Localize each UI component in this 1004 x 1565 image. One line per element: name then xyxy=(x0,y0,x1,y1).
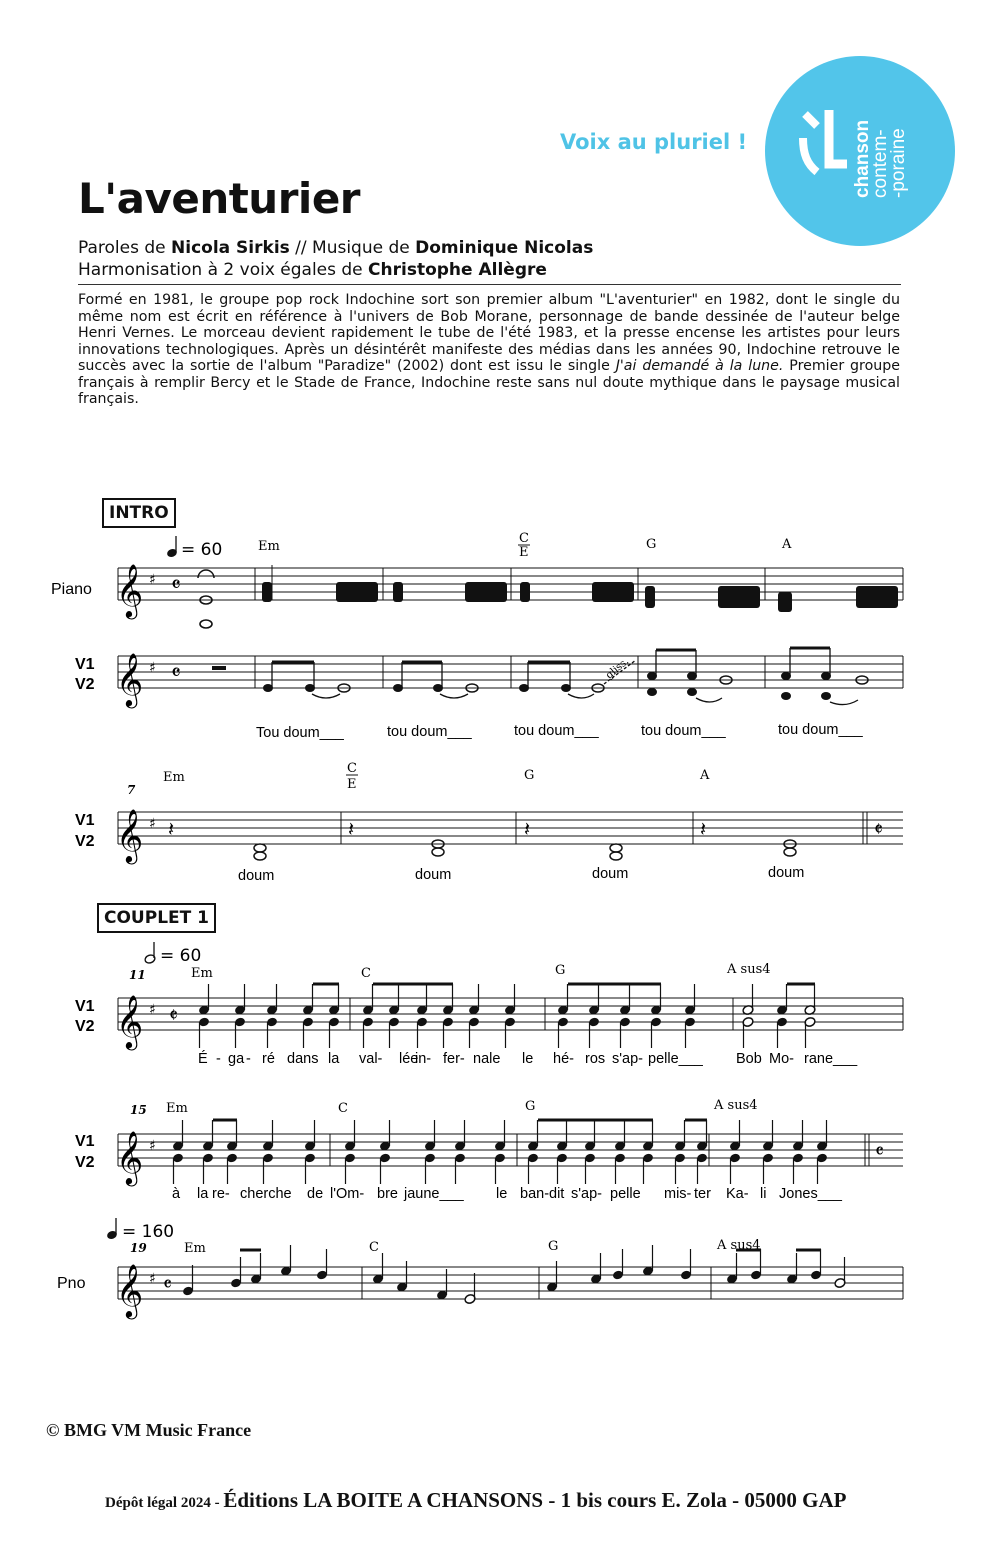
lyric: tou doum___ xyxy=(778,722,863,738)
tempo-3-text: = 160 xyxy=(122,1222,175,1242)
lyric: ter xyxy=(694,1186,711,1202)
tempo-3 xyxy=(106,1218,174,1242)
piano-chords xyxy=(262,565,898,612)
common-time-icon: 𝄴 xyxy=(875,1139,884,1163)
lyric: pelle___ xyxy=(648,1051,703,1067)
lyric: tou doum___ xyxy=(514,723,599,739)
chord: Em xyxy=(166,1101,188,1116)
treble-clef-icon: 𝄞 xyxy=(116,1130,144,1184)
lyric: doum xyxy=(238,868,275,884)
credits-prefix-2: Harmonisation à 2 voix égales de xyxy=(78,260,369,280)
sharp-icon: ♯ xyxy=(149,572,156,588)
lyric: ban- xyxy=(520,1186,550,1202)
logo-word-3: -poraine xyxy=(888,128,909,198)
tempo-2 xyxy=(144,942,201,966)
treble-clef-icon: 𝄞 xyxy=(116,808,144,862)
quarter-rest-icon: 𝄽 xyxy=(524,817,531,841)
tempo-1 xyxy=(166,536,222,560)
chord: G xyxy=(525,1099,536,1114)
tempo-2-text: = 60 xyxy=(160,946,202,966)
treble-clef-icon: 𝄞 xyxy=(116,994,144,1048)
lyricist: Nicola Sirkis xyxy=(171,238,290,258)
song-title: L'aventurier xyxy=(78,174,361,223)
logo-word-1: chanson xyxy=(852,119,873,198)
lyric: Tou doum___ xyxy=(256,725,344,741)
lyric: Jones___ xyxy=(779,1186,842,1202)
sharp-icon: ♯ xyxy=(149,660,156,676)
sharp-icon: ♯ xyxy=(149,816,156,832)
lyric: le xyxy=(496,1186,508,1202)
lyric: l'Om- xyxy=(330,1186,365,1202)
piano-label: Piano xyxy=(51,581,92,598)
depot-main: Éditions LA BOITE A CHANSONS - 1 bis cours E. Zola - 05000 GAP xyxy=(223,1488,847,1512)
chord: Em xyxy=(163,770,185,785)
lyric: dit xyxy=(549,1186,565,1202)
chord: C xyxy=(361,966,371,981)
intro-text-italic: J'ai demandé à la lune. xyxy=(615,358,784,374)
lyric: cherche xyxy=(240,1186,292,1202)
v2-label: V2 xyxy=(75,1018,95,1035)
lyric: ré xyxy=(262,1051,275,1067)
chord: A sus4 xyxy=(714,1098,758,1113)
measure-number: 7 xyxy=(127,783,136,797)
chord: Em xyxy=(191,966,213,981)
treble-clef-icon: 𝄞 xyxy=(116,1263,144,1317)
logo-word-2: contem- xyxy=(870,129,891,198)
v1-label: V1 xyxy=(75,812,95,829)
lyric: doum xyxy=(592,866,629,882)
intro-text-part2: Premier groupe français à remplir Bercy et le Stade de France, Indochine reste sans nul doute mythique dans le paysage musical français. xyxy=(78,358,900,407)
v2-label: V2 xyxy=(75,833,95,850)
copyright: © BMG VM Music France xyxy=(46,1420,252,1440)
lyric: re- xyxy=(212,1186,230,1202)
chord: E xyxy=(519,545,529,560)
cut-time-icon: 𝄵 xyxy=(169,1003,178,1027)
chord: E xyxy=(347,777,357,792)
cut-time-icon: 𝄵 xyxy=(874,817,883,841)
lyric: doum xyxy=(768,865,805,881)
credits-mid: // Musique de xyxy=(289,238,416,258)
chord: Em xyxy=(258,539,280,554)
section-intro: INTRO xyxy=(102,498,176,528)
treble-clef-icon: 𝄞 xyxy=(116,563,144,617)
tempo-1-text: = 60 xyxy=(181,540,223,560)
series-label: Voix au pluriel ! xyxy=(560,130,748,154)
intro-text-part1: Formé en 1981, le groupe pop rock Indochine sort son premier album "L'aventurier" en 1982, dont le single du même nom est écrit en référence à l'univers de Bob Morane, personnage de bande dessinée de l'auteur belge Henri Vernes. Le morceau devient rapidement le tube de l'été 1983, et la presse encense les artistes pour leurs innovations technologiques. Après un désintérêt manifeste des médias dans les années 90, Indochine retrouve le succès avec la sortie de l'album "Paradize" (2002) dont est issu le single xyxy=(78,292,900,374)
voice-notes-4 xyxy=(172,1120,828,1184)
lyric: dans xyxy=(287,1051,319,1067)
lyric: li xyxy=(760,1186,767,1202)
lyric: - xyxy=(216,1051,221,1067)
lyric: s'ap- xyxy=(612,1051,643,1067)
voice-staff-2 xyxy=(118,812,903,844)
chord: G xyxy=(555,963,566,978)
lyric: la xyxy=(197,1186,209,1202)
chord: G xyxy=(524,768,535,783)
common-time-icon: 𝄴 xyxy=(163,1272,172,1296)
lyric: tou doum___ xyxy=(387,724,472,740)
lyric: Mo- xyxy=(769,1051,794,1067)
pno-label: Pno xyxy=(57,1275,86,1292)
legal-deposit xyxy=(105,1488,846,1513)
lyric: à xyxy=(172,1186,181,1202)
v1-label: V1 xyxy=(75,1133,95,1150)
lyric: val- xyxy=(359,1051,383,1067)
chord: C xyxy=(519,531,529,546)
v1-label: V1 xyxy=(75,998,95,1015)
chord: C xyxy=(369,1240,379,1255)
quarter-rest-icon: 𝄽 xyxy=(700,817,707,841)
lyric: rane___ xyxy=(804,1051,858,1067)
chord: A sus4 xyxy=(727,962,771,977)
lyric: la xyxy=(328,1051,340,1067)
chord: C xyxy=(338,1101,348,1116)
whole-rest-icon xyxy=(212,666,226,670)
chord: A xyxy=(700,768,710,783)
lyric: - xyxy=(246,1051,251,1067)
lyric: s'ap- xyxy=(571,1186,602,1202)
lyric: pelle xyxy=(610,1186,641,1202)
lyric: doum xyxy=(415,867,452,883)
lyric: le xyxy=(522,1051,534,1067)
fermata-icon xyxy=(198,570,214,578)
common-time-icon: 𝄴 xyxy=(171,573,181,598)
lyric: Bob xyxy=(736,1051,762,1067)
lyric: tou doum___ xyxy=(641,723,726,739)
chord: Em xyxy=(184,1241,206,1256)
lyric: lée xyxy=(399,1051,419,1067)
measure-number: 11 xyxy=(129,968,146,982)
sharp-icon: ♯ xyxy=(149,1002,156,1018)
chord: G xyxy=(646,537,657,552)
measure-number: 19 xyxy=(130,1241,147,1255)
quarter-rest-icon: 𝄽 xyxy=(168,817,175,841)
lyric: in- xyxy=(415,1051,432,1067)
v2-label: V2 xyxy=(75,676,95,693)
quarter-rest-icon: 𝄽 xyxy=(348,817,355,841)
treble-clef-icon: 𝄞 xyxy=(116,652,144,706)
sharp-icon: ♯ xyxy=(149,1271,156,1287)
measure-number: 15 xyxy=(130,1103,147,1117)
lyric: fer- xyxy=(443,1051,465,1067)
chord: G xyxy=(548,1239,559,1254)
chord: A xyxy=(782,537,792,552)
lyric: nale xyxy=(473,1051,501,1067)
lyric: mis- xyxy=(664,1186,692,1202)
credits-prefix: Paroles de xyxy=(78,238,172,258)
v2-label: V2 xyxy=(75,1154,95,1171)
lyric: ga xyxy=(228,1051,245,1067)
voice-notes-3 xyxy=(198,984,816,1048)
voice-notes-1 xyxy=(263,672,868,700)
depot-small: Dépôt légal 2024 - xyxy=(105,1495,224,1511)
v1-label: V1 xyxy=(75,656,95,673)
arranger: Christophe Allègre xyxy=(368,260,547,280)
lyric: hé- xyxy=(553,1051,574,1067)
lyric: bre xyxy=(377,1186,398,1202)
gliss-label: gliss. xyxy=(603,655,632,682)
voice-notes-2 xyxy=(254,840,796,860)
chord: C xyxy=(347,761,357,776)
lyric: ros xyxy=(585,1051,606,1067)
composer: Dominique Nicolas xyxy=(415,238,594,258)
lyric: jaune___ xyxy=(404,1186,464,1202)
voice-staff-4 xyxy=(118,1134,903,1166)
sharp-icon: ♯ xyxy=(149,1138,156,1154)
section-couplet: COUPLET 1 xyxy=(97,903,216,933)
lyric: Ka- xyxy=(726,1186,749,1202)
lyric: É xyxy=(198,1051,208,1067)
lyric: de xyxy=(307,1186,324,1202)
common-time-icon: 𝄴 xyxy=(171,661,181,686)
voice-staff-1 xyxy=(118,656,903,688)
chord: A sus4 xyxy=(717,1238,761,1253)
